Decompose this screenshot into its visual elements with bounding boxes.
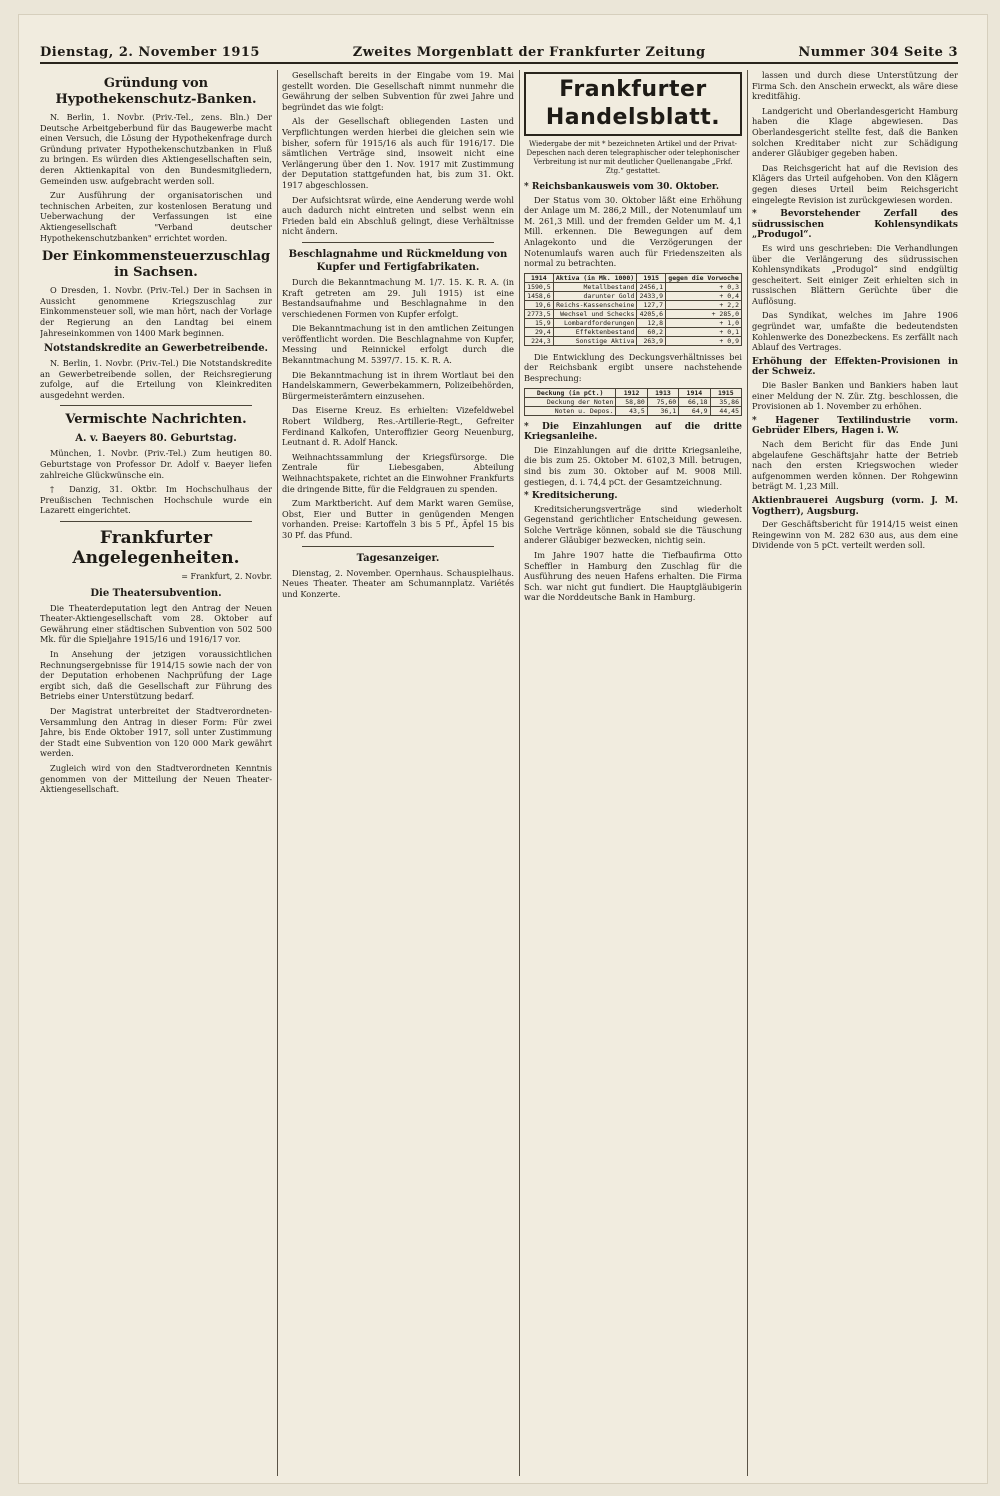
article-paragraph: Die Entwicklung des Deckungsverhältnisses bei der Reichsbank ergibt unsere nachstehende Besprechung:	[524, 351, 742, 383]
article-paragraph: Das Reichsgericht hat auf die Revision des Klägers das Urteil aufgehoben. Von den Klägern gegen dieses Urteil beim Reichsgericht eingelegte Revision ist zurückgewiesen worden.	[752, 162, 958, 205]
table-header-cell: 1914	[525, 273, 554, 282]
article-paragraph: Landgericht und Oberlandesgericht Hamburg haben die Klage abgewiesen. Das Oberlandesgericht stellte fest, daß die Banken solchen Kreditaber nicht zur Schädigung anderer Gläubiger gegeben haben.	[752, 105, 958, 159]
article-paragraph: Die Bekanntmachung ist in ihrem Wortlaut bei den Handelskammern, Gewerbekammern, Polizeibehörden, Bürgermeisterämtern einzusehen.	[282, 369, 514, 401]
table-cell: 2456,1	[637, 282, 666, 291]
table-cell: 1458,6	[525, 291, 554, 300]
section-title: Frankfurter Angelegenheiten.	[72, 528, 240, 569]
article-paragraph: Dienstag, 2. November. Opernhaus. Schauspielhaus. Neues Theater. Theater am Schumannplatz. Variétés und Konzerte.	[282, 567, 514, 599]
article-title: Der Einkommensteuerzuschlag in Sachsen.	[41, 249, 271, 281]
table-cell: + 0,3	[666, 282, 742, 291]
table-cell: 4205,6	[637, 309, 666, 318]
table-cell: 60,2	[637, 327, 666, 336]
article-paragraph: Der Geschäftsbericht für 1914/15 weist einen Reingewinn von M. 282 630 aus, aus dem eine Dividende von 5 pCt. verteilt werden soll.	[752, 519, 958, 551]
table-header-cell: 1912	[616, 388, 647, 397]
table-cell: 19,6	[525, 300, 554, 309]
article-paragraph: N. Berlin, 1. Novbr. (Priv.-Tel.) Die Notstandskredite an Gewerbetreibende sollen, der Reichsregierung zufolge, auf die Erteilung von Kleinkrediten ausgedehnt werden.	[40, 358, 272, 400]
article-title: A. v. Baeyers 80. Geburtstag.	[75, 433, 237, 445]
table-row	[525, 327, 742, 336]
article-paragraph: Die Theaterdeputation legt den Antrag der Neuen Theater-Aktiengesellschaft vom 28. Oktober auf Gewährung einer städtischen Subvention von 502 500 Mk. für die Spieljahre 1915/16 und 1916/17 vor.	[40, 602, 272, 645]
reprint-note: Wiedergabe der mit * bezeichneten Artikel und der Privat-Depeschen nach deren telegraphischer oder telephonischer Verbreitung ist nur mit deutlicher Quellenangabe „Frkf. Ztg.“ gestattet.	[526, 140, 740, 175]
article-title: Notstandskredite an Gewerbetreibende.	[43, 343, 269, 355]
column-rule	[519, 70, 520, 1476]
article-paragraph: † Danzig, 31. Oktbr. Im Hochschulhaus der Preußischen Technischen Hochschule wurde ein Lazarett eingerichtet.	[40, 484, 272, 516]
table-cell: + 0,1	[666, 327, 742, 336]
header-masthead: Zweites Morgenblatt der Frankfurter Zeitung	[352, 44, 706, 60]
table-cell: Lombardforderungen	[553, 318, 637, 327]
column-3	[524, 70, 742, 1476]
table-cell: 2773,5	[525, 309, 554, 318]
article-paragraph: Weihnachtssammlung der Kriegsfürsorge. Die Zentrale für Liebesgaben, Abteilung Weihnachtspakete, richtet an die Einwohner Frankfurts die dringende Bitte, für die Feldgrauen zu spenden.	[282, 451, 514, 494]
table-header-cell: 1915	[710, 388, 741, 397]
table-cell: 36,1	[647, 406, 678, 415]
table-header-cell: 1915	[637, 273, 666, 282]
table-cell: 29,4	[525, 327, 554, 336]
article-paragraph: Die Basler Banken und Bankiers haben laut einer Meldung der N. Zür. Ztg. beschlossen, die Provisionen ab 1. November zu erhöhen.	[752, 380, 958, 412]
table-cell: Metallbestand	[553, 282, 637, 291]
handelsblatt-masthead: Frankfurter Handelsblatt.	[524, 72, 742, 136]
section-title: Vermischte Nachrichten.	[65, 412, 247, 428]
article-paragraph: Der Magistrat unterbreitet der Stadtverordneten-Versammlung den Antrag in dieser Form: Für zwei Jahre, bis Ende Oktober 1917, soll unter Zustimmung der Stadt eine Subvention von 120 000 Mark gewährt werden.	[40, 705, 272, 759]
article-paragraph: Die Bekanntmachung ist in den amtlichen Zeitungen veröffentlicht worden. Die Beschlagnahme von Kupfer, Messing und Reinnickel erfolgt durch die Bekanntmachung M. 5397/7. 15. K. R. A.	[282, 323, 514, 366]
table-cell: Wechsel und Schecks	[553, 309, 637, 318]
table-cell: 35,86	[710, 397, 741, 406]
table-cell: 66,18	[679, 397, 710, 406]
table-row	[525, 397, 742, 406]
article-title: * Die Einzahlungen auf die dritte Kriegsanleihe.	[524, 421, 742, 443]
article-paragraph: Zum Marktbericht. Auf dem Markt waren Gemüse, Obst, Eier und Butter in genügenden Mengen vorhanden. Preise: Kartoffeln 3 bis 5 Pf., Äpfel 15 bis 30 Pf. das Pfund.	[282, 498, 514, 540]
table-cell: darunter Gold	[553, 291, 637, 300]
article-paragraph: Nach dem Bericht für das Ende Juni abgelaufene Geschäftsjahr hatte der Betrieb nach den ersten Kriegswochen wieder aufgenommen werden können. Der Rohgewinn beträgt M. 1,23 Mill.	[752, 439, 958, 492]
column-4	[752, 70, 958, 1476]
table-cell: + 2,2	[666, 300, 742, 309]
article-paragraph: Zugleich wird von den Stadtverordneten Kenntnis genommen von der Mitteilung der Neuen Theater-Aktiengesellschaft.	[40, 762, 272, 795]
table-header-cell: gegen die Vorwoche	[666, 273, 742, 282]
table-cell: 2433,9	[637, 291, 666, 300]
article-title: Die Theatersubvention.	[90, 587, 222, 599]
article-paragraph: Das Eiserne Kreuz. Es erhielten: Vizefeldwebel Robert Wildberg, Res.-Artillerie-Regt., Gefreiter Ferdinand Kalkofen, Unteroffizier Georg Neuenburg, Leutnant d. R. Adolf Hanck.	[282, 405, 514, 448]
divider	[302, 546, 494, 547]
article-title: * Kreditsicherung.	[524, 491, 618, 502]
article-paragraph: Zur Ausführung der organisatorischen und technischen Arbeiten, zur kostenlosen Beratung und Ueberwachung der Verfassungen ist eine Aktiengesellschaft "Verband deutscher Hypothekenschutzbanken" errichtet worden.	[40, 190, 272, 243]
article-paragraph: Im Jahre 1907 hatte die Tiefbaufirma Otto Scheffler in Hamburg den Zuschlag für die Ausführung des neuen Hafens erhalten. Die Firma Sch. war nicht gut fundiert. Die Hauptgläubigerin war die Norddeutsche Bank in Hamburg.	[524, 550, 742, 603]
article-paragraph: Durch die Bekanntmachung M. 1/7. 15. K. R. A. (in Kraft getreten am 29. Juli 1915) ist eine Bestandsaufnahme und Beschlagnahme in den verschiedenen Formen von Kupfer erfolgt.	[282, 276, 514, 319]
table-cell: 224,3	[525, 336, 554, 345]
table-row	[525, 309, 742, 318]
table-cell: + 0,4	[666, 291, 742, 300]
table-cell: Noten u. Depos.	[525, 406, 616, 415]
table-cell: 58,80	[616, 397, 647, 406]
article-title: * Reichsbankausweis vom 30. Oktober.	[524, 182, 719, 192]
header-page-number: Nummer 304 Seite 3	[798, 44, 958, 60]
table-cell: + 285,0	[666, 309, 742, 318]
article-paragraph: Gesellschaft bereits in der Eingabe vom 19. Mai gestellt worden. Die Gesellschaft nimmt nunmehr die Gewährung der selben Subvention für zwei Jahre und begründet das wie folgt:	[282, 70, 514, 112]
table-cell: 75,60	[647, 397, 678, 406]
article-paragraph: O Dresden, 1. Novbr. (Priv.-Tel.) Der in Sachsen in Aussicht genommene Kriegszuschlag zur Einkommensteuer soll, wie man hört, nach der Vorlage der Regierung an den Landtag bei einem Jahreseinkommen von 1400 Mark beginnen.	[40, 285, 272, 338]
table-row	[525, 291, 742, 300]
table-cell: 127,7	[637, 300, 666, 309]
article-title: Aktienbrauerei Augsburg (vorm. J. M. Vogtherr), Augsburg.	[752, 495, 958, 517]
table-cell: 1590,5	[525, 282, 554, 291]
table-cell: 263,9	[637, 336, 666, 345]
table-row	[525, 318, 742, 327]
table-cell: 15,9	[525, 318, 554, 327]
table-header-cell: 1914	[679, 388, 710, 397]
table-header-cell: Deckung (in pCt.)	[525, 388, 616, 397]
article-title: * Hagener Textilindustrie vorm. Gebrüder Elbers, Hagen i. W.	[752, 415, 958, 437]
article-paragraph: Als der Gesellschaft obliegenden Lasten und Verpflichtungen werden hierbei die gleichen sein wie bisher, sofern für 1915/16 als auch für 1916/17. Die sämtlichen Verträge sind, insoweit nicht eine Verlängerung über den 1. Nov. 1917 mit Zustimmung der Deputation stattgefunden hat, bis zum 31. Okt. 1917 abgeschlossen.	[282, 116, 514, 190]
article-paragraph: Der Aufsichtsrat würde, eine Aenderung werde wohl auch dadurch nicht eintreten und selbst wenn ein Frieden bald ein Abschluß gelingt, diese Verhältnisse nicht ändern.	[282, 194, 514, 237]
article-paragraph: München, 1. Novbr. (Priv.-Tel.) Zum heutigen 80. Geburtstage von Professor Dr. Adolf v. Baeyer liefen zahlreiche Glückwünsche ein.	[40, 448, 272, 480]
table-cell: 64,9	[679, 406, 710, 415]
table-cell: Sonstige Aktiva	[553, 336, 637, 345]
article-paragraph: Die Einzahlungen auf die dritte Kriegsanleihe, die bis zum 25. Oktober M. 6102,3 Mill. betrugen, sind bis zum 30. Oktober auf M. 9008 Mill. gestiegen, d. i. 74,4 pCt. der Gesamtzeichnung.	[524, 444, 742, 487]
article-title: Gründung von Hypothekenschutz-Banken.	[55, 76, 257, 107]
table-cell: Effektenbestand	[553, 327, 637, 336]
table-cell: Deckung der Noten	[525, 397, 616, 406]
table-cell: + 0,9	[666, 336, 742, 345]
column-rule	[747, 70, 748, 1476]
divider	[60, 405, 252, 406]
article-title: Erhöhung der Effekten-Provisionen in der Schweiz.	[752, 356, 958, 378]
column-1	[40, 70, 272, 1476]
deckung-table	[524, 388, 742, 416]
article-title: Beschlagnahme und Rückmeldung von Kupfer und Fertigfabrikaten.	[288, 248, 508, 273]
page-header	[40, 42, 958, 64]
table-cell: Reichs-Kassenscheine	[553, 300, 637, 309]
table-header-cell: 1913	[647, 388, 678, 397]
table-cell: 43,5	[616, 406, 647, 415]
article-paragraph: lassen und durch diese Unterstützung der Firma Sch. den Anschein erweckt, als wäre diese kreditfähig.	[752, 70, 958, 102]
header-date: Dienstag, 2. November 1915	[40, 44, 260, 60]
table-row	[525, 300, 742, 309]
table-row	[525, 336, 742, 345]
article-paragraph: Das Syndikat, welches im Jahre 1906 gegründet war, umfaßte die bedeutendsten Kohlenwerke des Donezbeckens. Es zerfällt nach Ablauf des Vertrages.	[752, 310, 958, 353]
table-cell: + 1,0	[666, 318, 742, 327]
table-cell: 44,45	[710, 406, 741, 415]
column-2	[282, 70, 514, 1476]
dateline: = Frankfurt, 2. Novbr.	[181, 572, 272, 582]
article-paragraph: N. Berlin, 1. Novbr. (Priv.-Tel., zens. Bln.) Der Deutsche Arbeitgeberbund für das Baugewerbe macht einen Versuch, die Lösung der Hypothekenfrage durch Gründung privater Hypothekenschutzbanken in Fluß zu bringen. Es würden dies Aktiengesellschaften sein, deren Aktienkapital von den Bundesmitgliedern, Gemeinden usw. aufgebracht werden soll.	[40, 112, 272, 186]
article-paragraph: Kreditsicherungsverträge sind wiederholt Gegenstand gerichtlicher Entscheidung gewesen. Solche Verträge können, sobald sie die Täuschung anderer Gläubiger bezwecken, nichtig sein.	[524, 503, 742, 546]
table-row	[525, 406, 742, 415]
article-paragraph: Es wird uns geschrieben: Die Verhandlungen über die Verlängerung des südrussischen Kohlensyndikats „Produgol“ sind endgültig gescheitert. Seit einiger Zeit erhielten sich in russischen Blättern Gerüchte über die Auflösung.	[752, 242, 958, 306]
reichsbank-aktiva-table	[524, 273, 742, 346]
article-title: Tagesanzeiger.	[356, 552, 440, 564]
column-rule	[277, 70, 278, 1476]
article-paragraph: In Ansehung der jetzigen voraussichtlichen Rechnungsergebnisse für 1914/15 sowie nach der von der Deputation erhobenen Nachprüfung der Lage ergibt sich, daß die Gesellschaft zur Führung des Betriebs einer Unterstützung bedarf.	[40, 649, 272, 702]
article-paragraph: Der Status vom 30. Oktober läßt eine Erhöhung der Anlage um M. 286,2 Mill., der Notenumlauf um M. 261,3 Mill. und der fremden Gelder um M. 4,1 Mill. erkennen. Die Bewegungen auf dem Anlagekonto und die Verzögerungen der Notenumlaufs waren auch für Friedenszeiten als normal zu betrachten.	[524, 194, 742, 269]
article-title: * Bevorstehender Zerfall des südrussischen Kohlensyndikats „Produgol“.	[752, 209, 958, 241]
table-cell: 12,8	[637, 318, 666, 327]
divider	[60, 521, 252, 522]
table-row	[525, 282, 742, 291]
table-header-cell: Aktiva (in Mk. 1000)	[553, 273, 637, 282]
divider	[302, 242, 494, 243]
